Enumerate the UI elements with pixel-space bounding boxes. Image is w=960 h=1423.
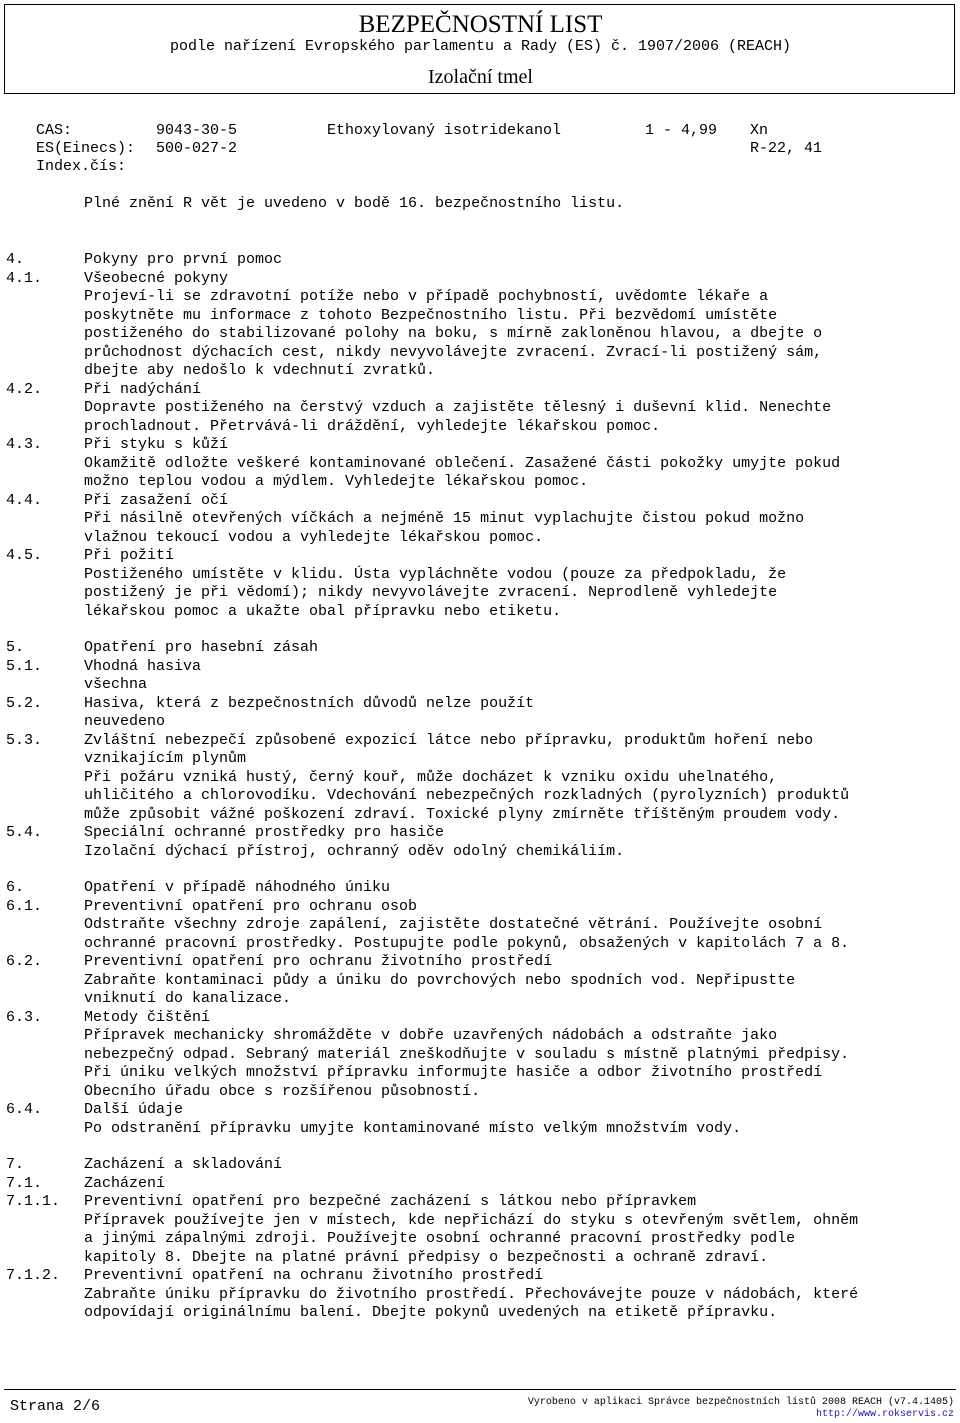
section-heading: Při nadýchání (84, 380, 202, 398)
index-label: Index.čís: (36, 158, 127, 175)
section-text-line: ochranné pracovní prostředky. Postupujte podle pokynů, obsažených v kapitolách 7 a 8. (84, 934, 850, 952)
section-number: 7.1.1. (6, 1193, 61, 1210)
section-number: 7. (6, 1156, 25, 1173)
section-text-line: Izolační dýchací přístroj, ochranný oděv odolný chemikáliím. (84, 842, 625, 860)
section-heading: Opatření pro hasební zásah (84, 639, 319, 656)
section-number: 5.1. (6, 657, 43, 675)
section-text-line: Při úniku velkých množství přípravku informujte hasiče a odbor životního prostředí (84, 1064, 823, 1081)
section-text-line: Přípravek mechanicky shromážděte v dobře uzavřených nádobách a odstraňte jako (84, 1027, 778, 1044)
section-heading: Hasiva, která z bezpečnostních důvodů nelze použít (84, 694, 535, 712)
section-text-line: Dopravte postiženého na čerstvý vzduch a zajistěte tělesný i duševní klid. Nenechte (84, 399, 832, 416)
section-text-line: Přípravek používejte jen v místech, kde nepřichází do styku s otevřeným světlem, ohněm (84, 1211, 859, 1229)
section-text-line: a jinými zápalnými zdroji. Používejte osobní ochranné pracovní prostředky podle (84, 1230, 796, 1247)
page-number: Strana 2/6 (10, 1398, 101, 1415)
document-title: BEZPEČNOSTNÍ LIST (358, 11, 603, 38)
section-text-line: Projeví-li se zdravotní potíže nebo v případě pochybností, uvědomte lékaře a (84, 288, 769, 305)
regulation-subtitle: podle nařízení Evropského parlamentu a Rady (ES) č. 1907/2006 (REACH) (169, 38, 792, 55)
section-text-line: Odstraňte všechny zdroje zapálení, zajistěte dostatečné větrání. Používejte osobní (84, 916, 823, 933)
section-text-line: Po odstranění přípravku umyjte kontaminované místo velkým množstvím vody. (84, 1119, 742, 1137)
ingredient-concentration: 1 - 4,99 (645, 122, 718, 139)
ingredient-name: Ethoxylovaný isotridekanol (327, 122, 562, 139)
section-number: 6.3. (6, 1008, 43, 1026)
section-heading: Preventivní opatření pro ochranu životního prostředí (84, 953, 553, 970)
section-heading: Při styku s kůží (84, 436, 229, 453)
section-heading: Vhodná hasiva (84, 657, 202, 675)
section-heading: Další údaje (84, 1101, 184, 1118)
section-text-line: postižený je při vědomí); nikdy nevyvolávejte zvracení. Neprodleně vyhledejte (84, 584, 778, 601)
section-number: 7.1. (6, 1174, 43, 1192)
section-text-line: dbejte aby nedošlo k vdechnutí zvratků. (84, 362, 436, 379)
section-heading: vznikajícím plynům (84, 750, 247, 767)
producer-website-link[interactable]: http://www.rokservis.cz (815, 1409, 954, 1420)
section-number: 4.3. (6, 436, 43, 453)
section-heading: Speciální ochranné prostředky pro hasiče (84, 824, 445, 841)
section-heading: Pokyny pro první pomoc (84, 251, 283, 268)
section-text-line: prochladnout. Přetrvává-li dráždění, vyhledejte lékařskou pomoc. (84, 417, 661, 435)
section-heading: Metody čištění (84, 1008, 211, 1026)
section-number: 5.4. (6, 824, 43, 841)
section-text-line: Obecního úřadu obce s rozšířenou působností. (84, 1082, 481, 1100)
section-number: 6.1. (6, 897, 43, 915)
cas-label: CAS: (36, 122, 73, 139)
section-text-line: Okamžitě odložte veškeré kontaminované oblečení. Zasažené části pokožky umyjte pokud (84, 454, 841, 472)
section-text-line: Postiženého umístěte v klidu. Ústa vypláchněte vodou (pouze za předpokladu, že (84, 565, 787, 583)
section-text-line: možno teplou vodou a mýdlem. Vyhledejte lékařskou pomoc. (84, 473, 589, 490)
section-heading: Preventivní opatření pro bezpečné zacházení s látkou nebo přípravkem (84, 1193, 697, 1210)
section-text-line: může způsobit vážné poškození zdraví. Toxické plyny zmírněte tříštěným proudem vody. (84, 805, 841, 823)
section-text-line: Zabraňte úniku přípravku do životního prostředí. Přechovávejte pouze v nádobách, které (84, 1285, 859, 1303)
section-text-line: odpovídají originálnímu balení. Dbejte pokynů uvedených na etiketě přípravku. (84, 1304, 778, 1321)
section-number: 6.2. (6, 953, 43, 970)
section-text-line: průchodnost dýchacích cest, nikdy nevyvolávejte zvracení. Zvrací-li postižený sám, (84, 343, 823, 361)
section-number: 6.4. (6, 1101, 43, 1118)
section-text-line: vniknutí do kanalizace. (84, 990, 292, 1007)
section-text-line: Při násilně otevřených víčkách a nejméně 15 minut vyplachujte čistou pokud možno (84, 510, 805, 527)
section-number: 5. (6, 639, 25, 656)
section-text-line: uhličitého a chlorovodíku. Vdechování nebezpečných rozkladných (pyrolyzních) produktů (84, 787, 850, 804)
section-number: 4.5. (6, 547, 43, 564)
es-value: 500-027-2 (156, 140, 238, 157)
footer-divider (4, 1389, 956, 1390)
section-text-line: Zabraňte kontaminaci půdy a úniku do povrchových nebo spodních vod. Nepřipustte (84, 971, 796, 989)
section-heading: Při požití (84, 547, 175, 564)
section-heading: Zvláštní nebezpečí způsobené expozicí látce nebo přípravku, produktům hoření nebo (84, 731, 814, 749)
section-text-line: vlažnou tekoucí vodou a vyhledejte lékařskou pomoc. (84, 528, 544, 546)
section-text-line: kapitoly 8. Dbejte na platné právní předpisy o bezpečnosti a ochraně zdraví. (84, 1248, 769, 1266)
product-name: Izolační tmel (428, 66, 533, 88)
section-heading: Preventivní opatření pro ochranu osob (84, 897, 418, 915)
es-label: ES(Einecs): (36, 140, 136, 157)
section-heading: Zacházení a skladování (84, 1156, 283, 1173)
section-number: 4.4. (6, 491, 43, 509)
section-number: 5.3. (6, 731, 43, 749)
section-number: 6. (6, 879, 25, 896)
section-text-line: postiženého do stabilizované polohy na boku, s mírně zakloněnou hlavou, a dbejte o (84, 325, 823, 342)
section-number: 4. (6, 251, 25, 268)
r-phrases-note: Plné znění R vět je uvedeno v bodě 16. bezpečnostního listu. (84, 195, 625, 212)
section-text-line: Při požáru vzniká hustý, černý kouř, může docházet k vzniku oxidu uhelnatého, (84, 768, 778, 786)
section-number: 4.1. (6, 269, 43, 287)
section-text-line: poskytněte mu informace z tohoto Bezpečnostního listu. Při bezvědomí umístěte (84, 306, 778, 324)
hazard-symbol: Xn (750, 122, 769, 139)
section-number: 7.1.2. (6, 1267, 61, 1284)
section-heading: Preventivní opatření na ochranu životního prostředí (84, 1267, 544, 1284)
section-heading: Zacházení (84, 1174, 166, 1192)
section-text-line: všechna (84, 676, 148, 693)
cas-value: 9043-30-5 (156, 122, 238, 139)
section-heading: Všeobecné pokyny (84, 269, 229, 287)
producer-note: Vyrobeno v aplikaci Správce bezpečnostních listů 2008 REACH (v7.4.1405) (527, 1397, 954, 1408)
section-text-line: lékařskou pomoc a ukažte obal přípravku nebo etiketu. (84, 602, 562, 620)
section-text-line: neuvedeno (84, 713, 166, 730)
section-heading: Opatření v případě náhodného úniku (84, 879, 391, 896)
section-number: 5.2. (6, 694, 43, 712)
section-number: 4.2. (6, 380, 43, 398)
section-text-line: nebezpečný odpad. Sebraný materiál zneškodňujte v souladu s místně platnými předpisy. (84, 1045, 850, 1063)
document-header (4, 4, 955, 94)
r-phrases: R-22, 41 (750, 140, 823, 157)
section-heading: Při zasažení očí (84, 491, 229, 509)
